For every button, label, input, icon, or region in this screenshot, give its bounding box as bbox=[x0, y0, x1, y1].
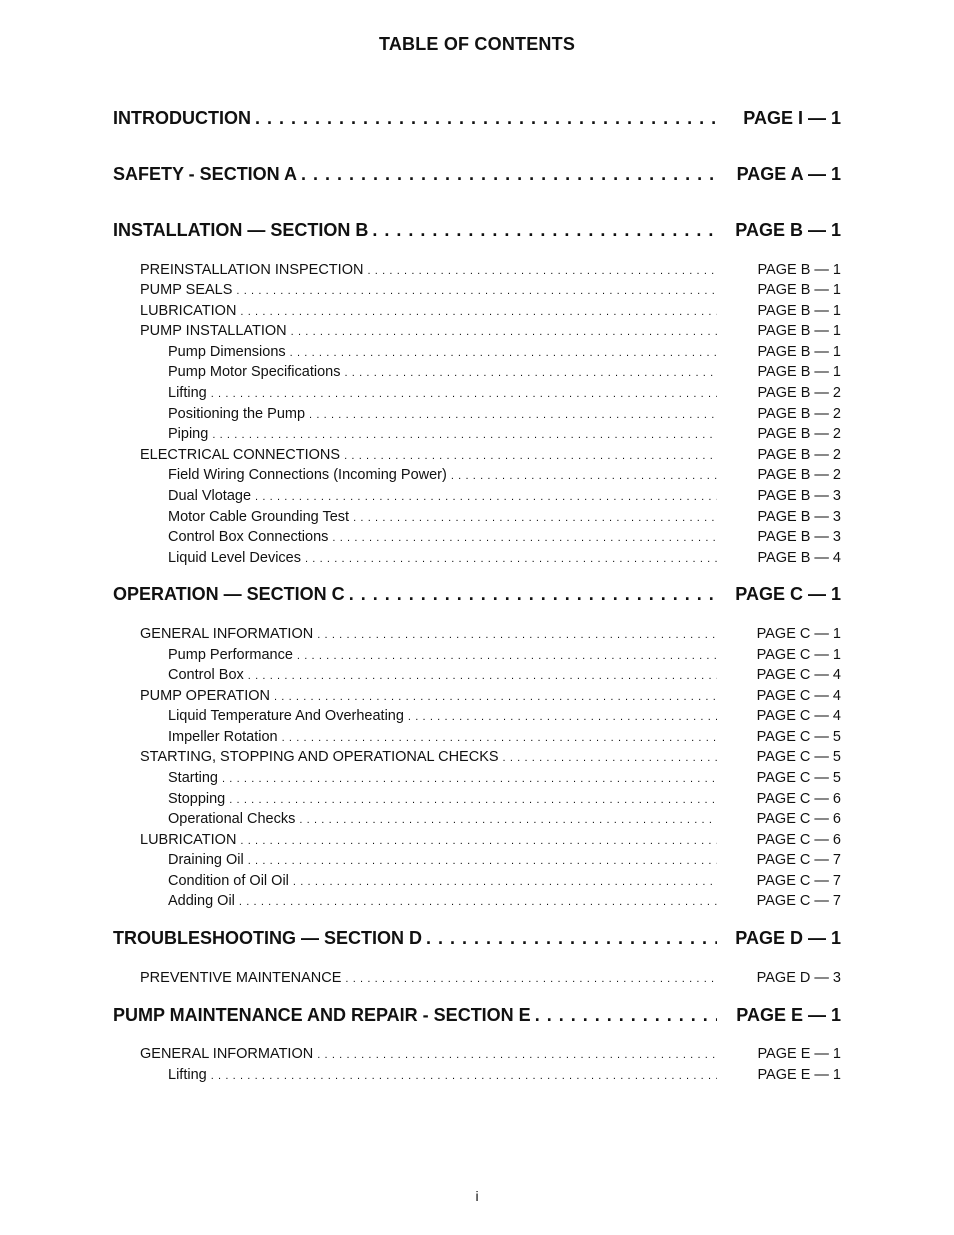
toc-entry-label: GENERAL INFORMATION bbox=[140, 1046, 314, 1062]
toc-entry-label: Pump Dimensions bbox=[168, 344, 286, 360]
toc-subentry[interactable] bbox=[168, 893, 841, 909]
toc-subentry[interactable] bbox=[168, 406, 841, 422]
toc-entry-label: Condition of Oil Oil bbox=[168, 873, 289, 889]
toc-entry-page: PAGE C — 5 bbox=[756, 729, 841, 745]
toc-entry-label: INTRODUCTION bbox=[113, 108, 251, 128]
toc-entry-label: Impeller Rotation bbox=[168, 729, 278, 745]
toc-entry-page: PAGE C — 7 bbox=[756, 893, 841, 909]
toc-entry-page: PAGE C — 4 bbox=[756, 667, 841, 683]
toc-entry-troubleshooting[interactable] bbox=[113, 928, 841, 949]
leader-dots bbox=[426, 928, 717, 949]
leader-dots bbox=[293, 876, 717, 888]
leader-dots bbox=[240, 835, 717, 847]
toc-entry-page: PAGE B — 1 bbox=[757, 303, 841, 319]
leader-dots bbox=[248, 855, 717, 867]
toc-entry-page: PAGE B — 1 bbox=[757, 282, 841, 298]
toc-entry-page: PAGE E — 1 bbox=[757, 1046, 841, 1062]
toc-entry-page: PAGE C — 6 bbox=[756, 832, 841, 848]
toc-entry-maintenance[interactable] bbox=[113, 1005, 841, 1026]
toc-entry-label: ELECTRICAL CONNECTIONS bbox=[140, 447, 341, 463]
leader-dots bbox=[255, 108, 717, 129]
leader-dots bbox=[248, 670, 717, 682]
leader-dots bbox=[353, 512, 717, 524]
leader-dots bbox=[297, 650, 717, 662]
page-number: i bbox=[475, 1188, 479, 1204]
toc-entry-label: Positioning the Pump bbox=[168, 406, 306, 422]
toc-subentry[interactable] bbox=[168, 729, 841, 745]
toc-entry-page: PAGE B — 4 bbox=[757, 550, 841, 566]
toc-entry-page: PAGE C — 6 bbox=[756, 811, 841, 827]
leader-dots bbox=[229, 794, 717, 806]
toc-entry-label: LUBRICATION bbox=[140, 303, 237, 319]
leader-dots bbox=[301, 164, 717, 185]
toc-subentry[interactable] bbox=[168, 529, 841, 545]
leader-dots bbox=[291, 326, 717, 338]
toc-entry-page: PAGE B — 1 bbox=[735, 220, 841, 240]
toc-entry-label: Lifting bbox=[168, 385, 207, 401]
leader-dots bbox=[212, 429, 717, 441]
page-title: TABLE OF CONTENTS bbox=[378, 34, 576, 54]
toc-entry-page: PAGE C — 1 bbox=[756, 626, 841, 642]
toc-entry-page: PAGE B — 1 bbox=[757, 364, 841, 380]
toc-entry-page: PAGE C — 5 bbox=[756, 770, 841, 786]
leader-dots bbox=[222, 773, 717, 785]
toc-entry-installation[interactable] bbox=[113, 220, 841, 241]
toc-entry-label: Draining Oil bbox=[168, 852, 244, 868]
toc-entry-label: Motor Cable Grounding Test bbox=[168, 509, 350, 525]
leader-dots bbox=[408, 711, 717, 723]
leader-dots bbox=[344, 367, 717, 379]
toc-subentry[interactable] bbox=[168, 770, 841, 786]
leader-dots bbox=[274, 691, 717, 703]
toc-subentry[interactable] bbox=[140, 749, 841, 765]
toc-entry-label: STARTING, STOPPING AND OPERATIONAL CHECKS bbox=[140, 749, 499, 765]
leader-dots bbox=[282, 732, 717, 744]
toc-subentry[interactable] bbox=[140, 688, 841, 704]
toc-subentry[interactable] bbox=[168, 667, 841, 683]
toc-entry-page: PAGE B — 1 bbox=[757, 323, 841, 339]
leader-dots bbox=[317, 629, 717, 641]
toc-entry-label: Liquid Temperature And Overheating bbox=[168, 708, 404, 724]
leader-dots bbox=[344, 450, 717, 462]
leader-dots bbox=[349, 584, 717, 605]
toc-subentry[interactable] bbox=[168, 791, 841, 807]
leader-dots bbox=[211, 388, 717, 400]
toc-subentry[interactable] bbox=[168, 344, 841, 360]
leader-dots bbox=[345, 973, 717, 985]
toc-entry-label: PREINSTALLATION INSPECTION bbox=[140, 262, 364, 278]
leader-dots bbox=[255, 491, 717, 503]
toc-entry-label: Adding Oil bbox=[168, 893, 235, 909]
toc-subentry[interactable] bbox=[140, 1046, 841, 1062]
toc-entry-label: SAFETY - SECTION A bbox=[113, 164, 298, 184]
toc-subentry[interactable] bbox=[140, 323, 841, 339]
toc-entry-page: PAGE C — 7 bbox=[756, 852, 841, 868]
toc-subentry[interactable] bbox=[140, 626, 841, 642]
toc-entry-page: PAGE C — 5 bbox=[756, 749, 841, 765]
toc-subentry[interactable] bbox=[168, 364, 841, 380]
toc-subentry[interactable] bbox=[168, 467, 841, 483]
toc-entry-label: PUMP INSTALLATION bbox=[140, 323, 287, 339]
toc-subentry[interactable] bbox=[140, 303, 841, 319]
leader-dots bbox=[240, 306, 717, 318]
toc-entry-page: PAGE C — 6 bbox=[756, 791, 841, 807]
toc-entry-page: PAGE B — 3 bbox=[757, 488, 841, 504]
toc-entry-page: PAGE E — 1 bbox=[757, 1067, 841, 1083]
toc-entry-label: OPERATION — SECTION C bbox=[113, 584, 345, 604]
toc-subentry[interactable] bbox=[168, 385, 841, 401]
toc-entry-page: PAGE B — 2 bbox=[757, 467, 841, 483]
toc-entry-page: PAGE B — 2 bbox=[757, 385, 841, 401]
toc-subentry[interactable] bbox=[168, 488, 841, 504]
toc-entry-page: PAGE C — 4 bbox=[756, 708, 841, 724]
leader-dots bbox=[503, 752, 717, 764]
leader-dots bbox=[332, 532, 717, 544]
toc-entry-page: PAGE C — 4 bbox=[756, 688, 841, 704]
toc-entry-page: PAGE C — 7 bbox=[756, 873, 841, 889]
toc-entry-page: PAGE D — 3 bbox=[756, 970, 841, 986]
toc-entry-page: PAGE B — 3 bbox=[757, 529, 841, 545]
toc-entry-label: Starting bbox=[168, 770, 218, 786]
leader-dots bbox=[236, 285, 717, 297]
toc-subentry[interactable] bbox=[168, 550, 841, 566]
toc-subentry[interactable] bbox=[140, 282, 841, 298]
leader-dots bbox=[211, 1070, 717, 1082]
toc-subentry[interactable] bbox=[168, 509, 841, 525]
toc-entry-label: PUMP OPERATION bbox=[140, 688, 270, 704]
toc-entry-introduction[interactable] bbox=[113, 108, 841, 129]
toc-entry-label: GENERAL INFORMATION bbox=[140, 626, 314, 642]
toc-entry-label: Liquid Level Devices bbox=[168, 550, 301, 566]
toc-entry-page: PAGE B — 2 bbox=[757, 406, 841, 422]
toc-subentry[interactable] bbox=[168, 852, 841, 868]
toc-entry-page: PAGE A — 1 bbox=[736, 164, 841, 184]
leader-dots bbox=[309, 409, 717, 421]
toc-entry-label: Pump Motor Specifications bbox=[168, 364, 341, 380]
toc-entry-page: PAGE B — 1 bbox=[757, 344, 841, 360]
toc-entry-page: PAGE C — 1 bbox=[756, 647, 841, 663]
toc-entry-label: Control Box bbox=[168, 667, 244, 683]
toc-entry-label: Field Wiring Connections (Incoming Power) bbox=[168, 467, 447, 483]
toc-entry-page: PAGE C — 1 bbox=[735, 584, 841, 604]
leader-dots bbox=[317, 1049, 717, 1061]
toc-entry-label: INSTALLATION — SECTION B bbox=[113, 220, 369, 240]
leader-dots bbox=[239, 896, 717, 908]
toc-entry-page: PAGE B — 1 bbox=[757, 262, 841, 278]
toc-subentry[interactable] bbox=[140, 832, 841, 848]
toc-entry-page: PAGE I — 1 bbox=[743, 108, 841, 128]
toc-subentry[interactable] bbox=[168, 1067, 841, 1083]
toc-entry-label: Operational Checks bbox=[168, 811, 296, 827]
leader-dots bbox=[305, 553, 717, 565]
toc-entry-operation[interactable] bbox=[113, 584, 841, 605]
leader-dots bbox=[535, 1005, 717, 1026]
leader-dots bbox=[372, 220, 717, 241]
toc-entry-label: Lifting bbox=[168, 1067, 207, 1083]
toc-entry-label: LUBRICATION bbox=[140, 832, 237, 848]
toc-subentry[interactable] bbox=[168, 811, 841, 827]
toc-entry-page: PAGE B — 2 bbox=[757, 447, 841, 463]
toc-entry-label: Dual Vlotage bbox=[168, 488, 252, 504]
toc-entry-label: Stopping bbox=[168, 791, 226, 807]
leader-dots bbox=[290, 347, 717, 359]
toc-entry-label: PUMP SEALS bbox=[140, 282, 233, 298]
toc-subentry[interactable] bbox=[168, 873, 841, 889]
toc-entry-label: TROUBLESHOOTING — SECTION D bbox=[113, 928, 423, 948]
toc-entry-page: PAGE D — 1 bbox=[735, 928, 841, 948]
toc-subentry[interactable] bbox=[168, 708, 841, 724]
toc-entry-label: PREVENTIVE MAINTENANCE bbox=[140, 970, 342, 986]
leader-dots bbox=[367, 265, 717, 277]
toc-subentry[interactable] bbox=[140, 262, 841, 278]
toc-entry-page: PAGE B — 2 bbox=[757, 426, 841, 442]
toc-entry-label: Pump Performance bbox=[168, 647, 293, 663]
toc-subentry[interactable] bbox=[140, 447, 841, 463]
toc-entry-label: PUMP MAINTENANCE AND REPAIR - SECTION E bbox=[113, 1005, 531, 1025]
toc-entry-label: Piping bbox=[168, 426, 209, 442]
leader-dots bbox=[299, 814, 717, 826]
toc-subentry[interactable] bbox=[140, 970, 841, 986]
toc-subentry[interactable] bbox=[168, 647, 841, 663]
toc-entry-label: Control Box Connections bbox=[168, 529, 329, 545]
toc-entry-safety[interactable] bbox=[113, 164, 841, 185]
leader-dots bbox=[451, 470, 717, 482]
toc-subentry[interactable] bbox=[168, 426, 841, 442]
toc-entry-page: PAGE B — 3 bbox=[757, 509, 841, 525]
toc-entry-page: PAGE E — 1 bbox=[736, 1005, 841, 1025]
